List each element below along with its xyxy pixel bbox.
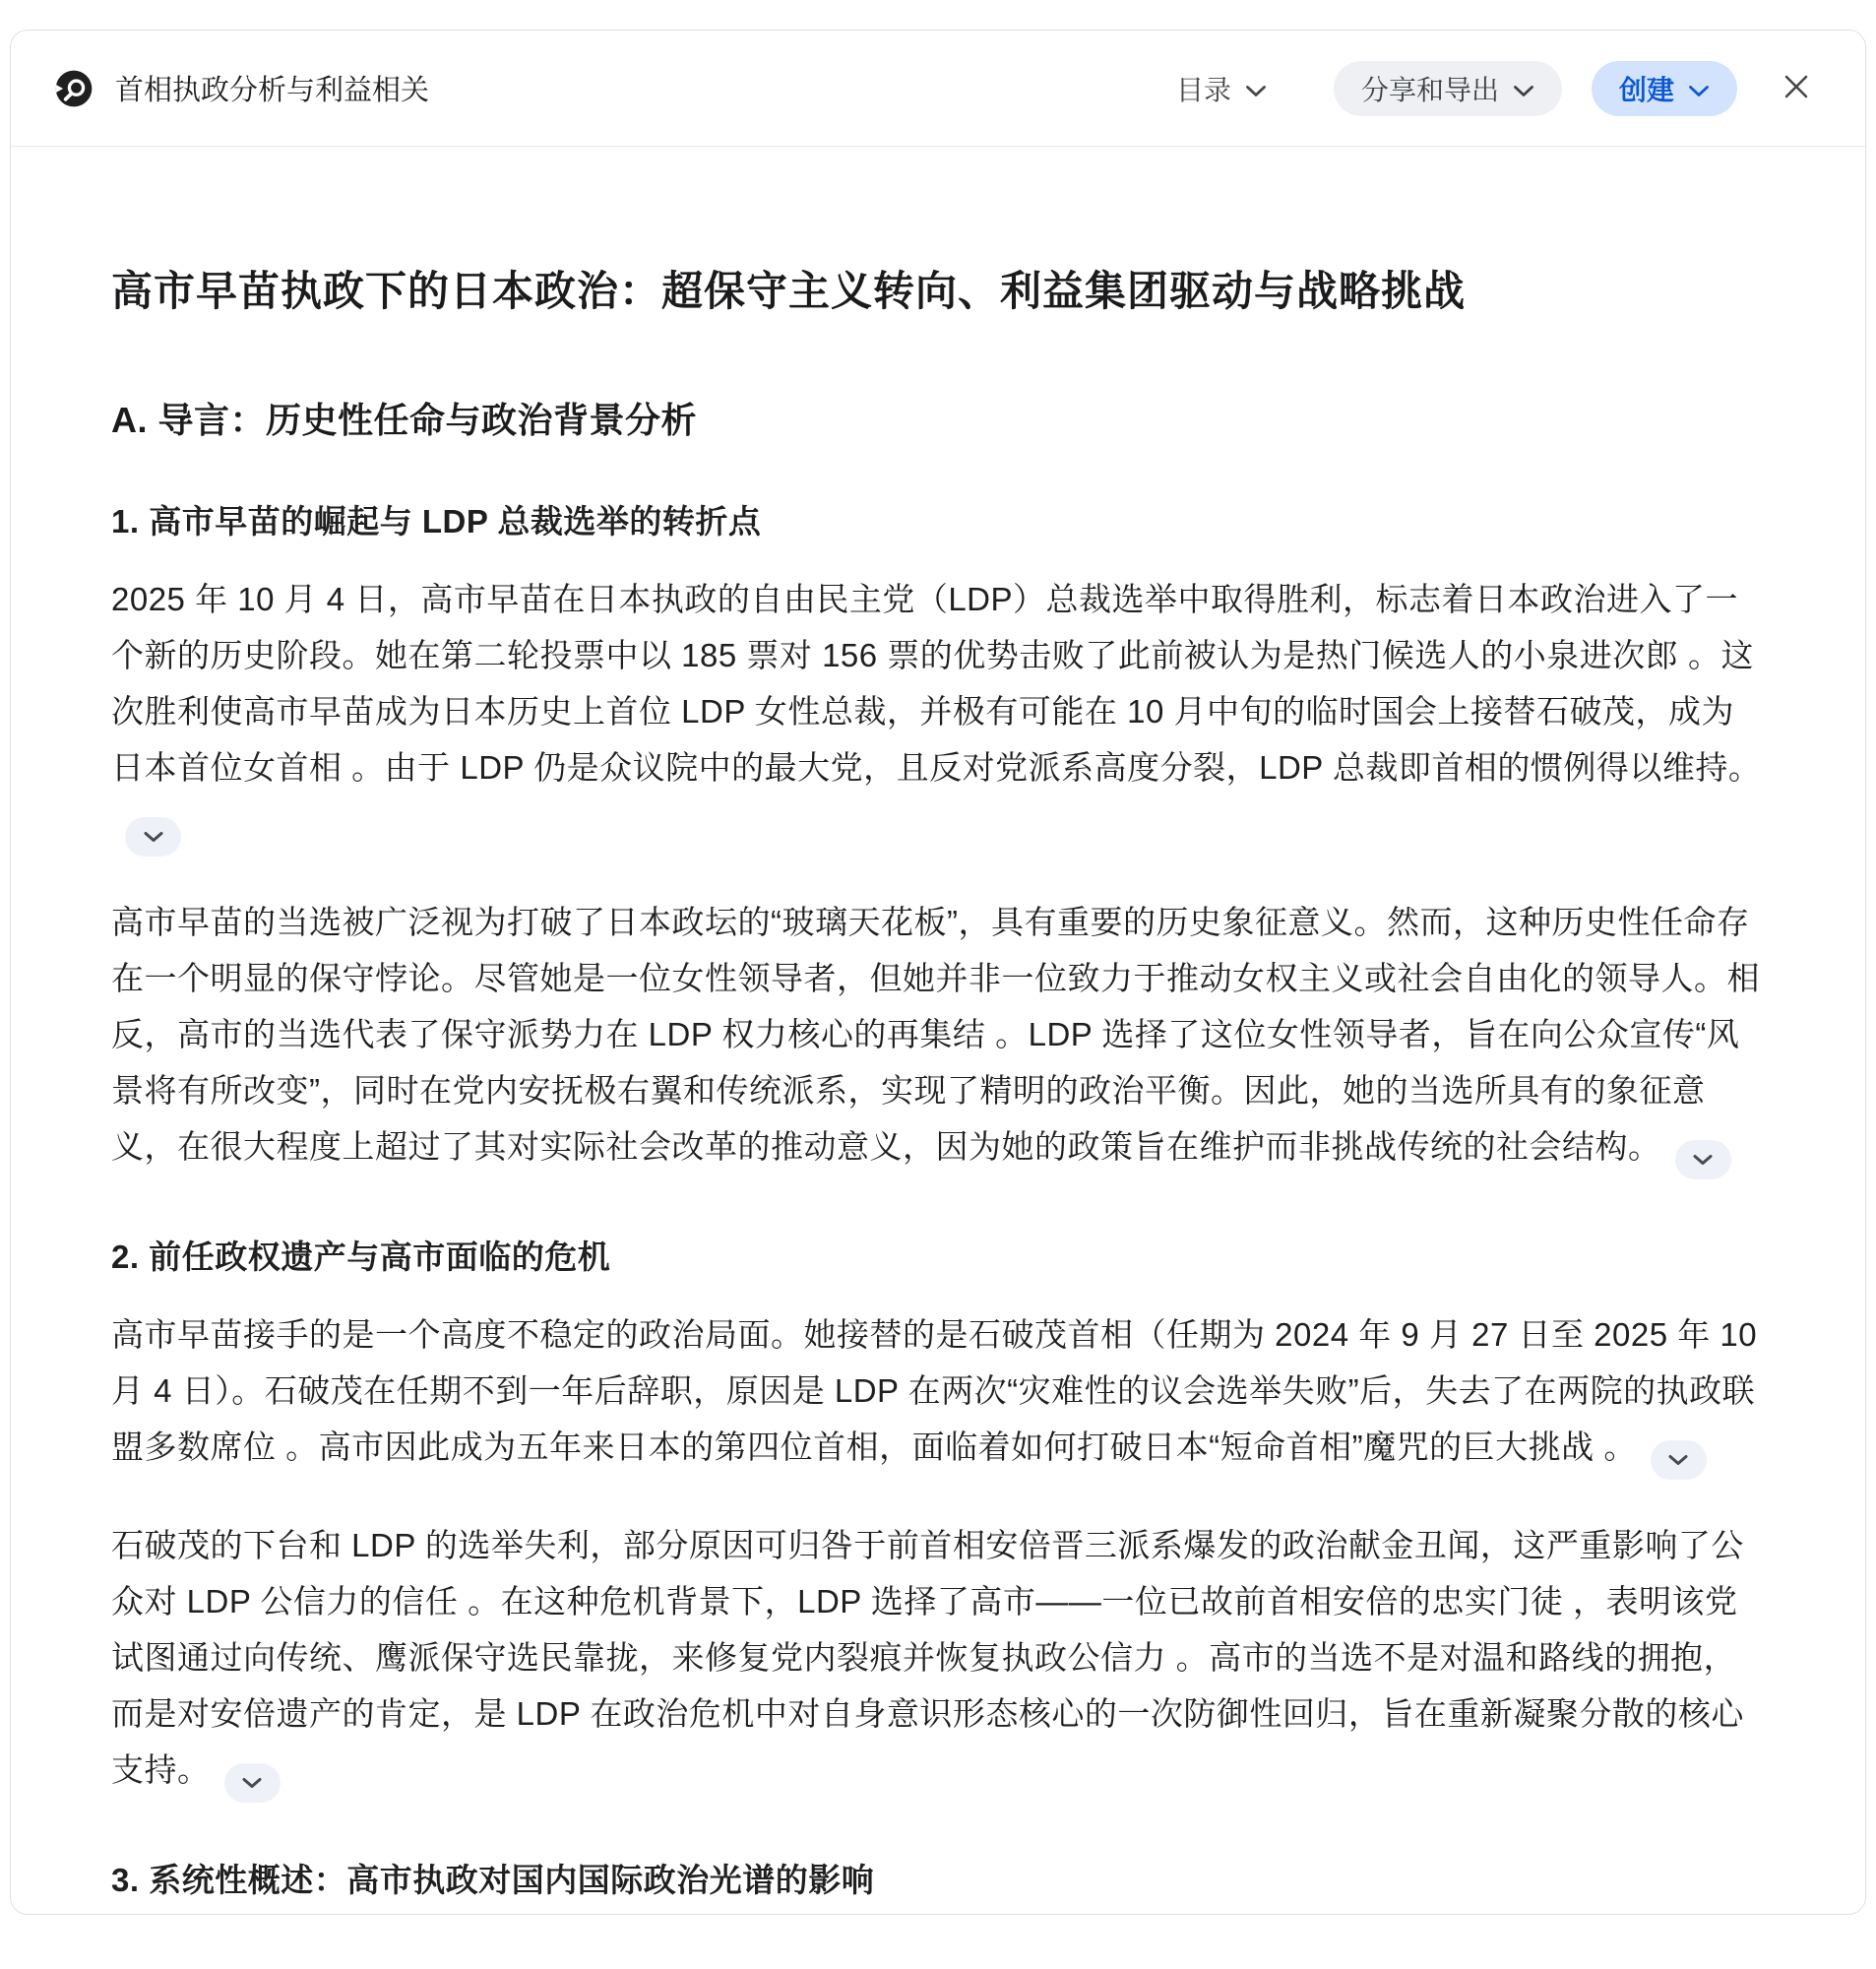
paragraph [111,571,1765,857]
create-button-label: 创建 [1618,74,1674,105]
expand-citations-button[interactable] [1675,1140,1731,1179]
expand-citations-button[interactable] [224,1763,281,1803]
chevron-down-icon [1667,1454,1689,1466]
paragraph-text: 石破茂的下台和 LDP 的选举失利，部分原因可归咎于前首相安倍晋三派系爆发的政治献金丑闻，这严重影响了公众对 LDP 公信力的信任 。在这种危机背景下，LDP 选择了高市——一位已故前首相安倍的忠实门徒 ，表明该党试图通过向传统、鹰派保守选民靠拢，来修复党内裂痕并恢复执政公信力 。高市的当选不是对温和路线的拥抱，而是对安倍遗产的肯定，是 LDP 在政治危机中对自身意识形态核心的一次防御性回归，旨在重新凝聚分散的核心支持。 [111,1527,1744,1788]
close-icon [1782,73,1810,103]
report-document [11,263,1865,1902]
subsection-heading-1: 1. 高市早苗的崛起与 LDP 总裁选举的转折点 [111,503,762,540]
panel-header [11,31,1865,147]
paragraph-text: 高市早苗接手的是一个高度不稳定的政治局面。她接替的是石破茂首相（任期为 2024 年 9 月 27 日至 2025 年 10 月 4 日）。石破茂在任期不到一年后辞职，原因是 LDP 在两次“灾难性的议会选举失败”后，失去了在两院的执政联盟多数席位 。高市因此成为五年来日本的第四位首相，面临着如何打破日本“短命首相”魔咒的巨大挑战 。 [111,1316,1758,1465]
paragraph-text: 2025 年 10 月 4 日，高市早苗在日本执政的自由民主党（LDP）总裁选举中取得胜利，标志着日本政治进入了一个新的历史阶段。她在第二轮投票中以 185 票对 156 票的优势击败了此前被认为是热门候选人的小泉进次郎 。这次胜利使高市早苗成为日本历史上首位 LDP 女性总裁，并极有可能在 10 月中旬的临时国会上接替石破茂，成为日本首位女首相 。由于 LDP 仍是众议院中的最大党，且反对党派系高度分裂，LDP 总裁即首相的惯例得以维持。 [111,581,1762,786]
research-logo-icon [54,69,115,108]
subsection-heading-3: 3. 系统性概述：高市执政对国内国际政治光谱的影响 [111,1862,875,1898]
chevron-down-icon [1692,1154,1714,1166]
close-button[interactable] [1773,65,1820,112]
paragraph [111,1517,1765,1803]
create-button[interactable] [1592,61,1737,116]
share-export-label: 分享和导出 [1360,74,1499,105]
panel-title: 首相执政分析与利益相关 [115,75,430,106]
toc-button[interactable] [1166,63,1277,114]
chevron-down-icon [143,831,164,843]
chevron-down-icon [241,1777,263,1789]
subsection-heading-2: 2. 前任政权遗产与高市面临的危机 [111,1239,611,1275]
section-heading-a: A. 导言：历史性任命与政治背景分析 [111,400,698,440]
chevron-down-icon [1513,73,1534,104]
toc-button-label: 目录 [1175,74,1231,105]
document-title: 高市早苗执政下的日本政治：超保守主义转向、利益集团驱动与战略挑战 [111,268,1467,314]
chevron-down-icon [1245,73,1267,104]
report-panel [10,30,1866,1915]
paragraph-text: 高市早苗的当选被广泛视为打破了日本政坛的“玻璃天花板”，具有重要的历史象征意义。然而，这种历史性任命存在一个明显的保守悖论。尽管她是一位女性领导者，但她并非一位致力于推动女权主义或社会自由化的领导人。相反，高市的当选代表了保守派势力在 LDP 权力核心的再集结 。LDP 选择了这位女性领导者，旨在向公众宣传“风景将有所改变”，同时在党内安抚极右翼和传统派系，实现了精明的政治平衡。因此，她的当选所具有的象征意义，在很大程度上超过了其对实际社会改革的推动意义，因为她的政策旨在维护而非挑战传统的社会结构。 [111,904,1760,1165]
share-export-button[interactable] [1334,61,1562,116]
chevron-down-icon [1688,73,1710,104]
expand-citations-button[interactable] [125,817,181,857]
paragraph [111,1306,1765,1480]
paragraph [111,894,1765,1179]
expand-citations-button[interactable] [1651,1440,1707,1480]
